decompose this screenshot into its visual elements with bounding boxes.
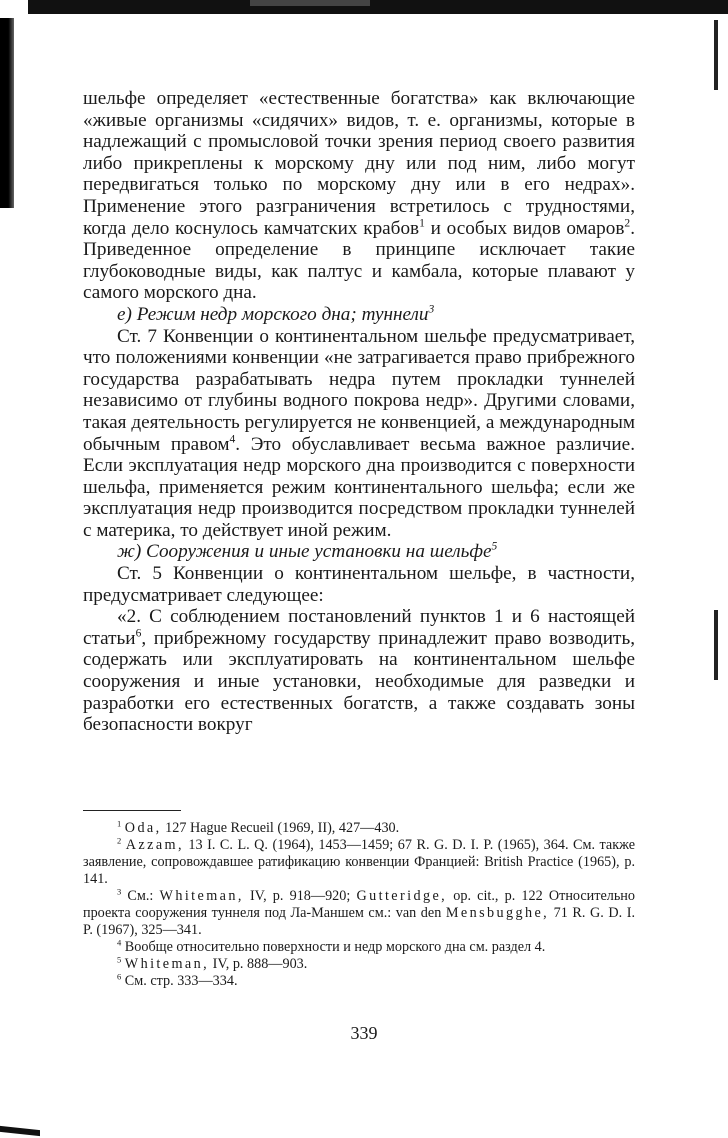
footnote: $^5$ Whiteman, IV, p. 888—903. [117,954,308,972]
footnote-divider [83,810,181,811]
scan-edge-top-shade [250,0,370,6]
footnote: $^4$ Вообще относительно поверхности и недр морского дна см. раздел 4. [117,937,546,955]
scan-edge-left [0,18,14,208]
section-heading: ж) Сооружения и иные установки на шельфе$^5$ [117,541,498,563]
footnote: $^2$ Azzam, 13 I. C. L. Q. (1964), 1453—1459; 67 R. G. D. I. P. (1965), 364. См. также заявление, сопровождавшее ратификацию конвенции Францией: British Practice (1965), p. 141. [83,835,636,887]
footnote: $^1$ Oda, 127 Hague Recueil (1969, II), 427—430. [117,818,400,836]
paragraph: шельфе определяет «естественные богатства» как включающие «живые организмы «сидячих» видов, т. е. организмы, которые в надлежащий с промысловой точки зрения период своего развития либо прикреплены к морскому дну или под ним, либо могут передвигаться только по морскому дну или в его недрах». Применение этого разграничения встретилось с трудностями, когда дело коснулось камчатских крабов$^1$ и особых видов омаров$^2$. Приведенное определение в принципе исключает такие глубоководные виды, как палтус и камбала, которые плавают у самого морского дна. [83,88,635,304]
footnote-ref: 1 [419,217,425,230]
footnote: $^3$ См.: Whiteman, IV, p. 918—920; Gutteridge, op. cit., p. 122 Относительно проекта сооружения туннеля под Ла-Маншем см.: van den Mensbugghe, 71 R. G. D. I. P. (1967), 325—341. [83,886,635,938]
footnote-ref: 2 [624,217,631,230]
main-text [83,88,635,736]
paragraph: Ст. 7 Конвенции о континентальном шельфе предусматривает, что положениями конвенции «не затрагивается право прибрежного государства разрабатывать недра путем прокладки туннелей независимо от глубины водного покрова недр». Другими словами, такая деятельность регулируется не конвенцией, а международным обычным правом$^4$. Это обуславливает весьма важное различие. Если эксплуатация недр морского дна производится с поверхности шельфа, применяется режим континентального шельфа; если же эксплуатация недр производится посредством прокладки туннелей с материка, то действует иной режим. [83,325,635,541]
scan-edge-top [28,0,728,14]
section-heading: е) Режим недр морского дна; туннели$^3$ [117,303,435,325]
footnote-ref: 6 [135,627,142,640]
scan-edge-right-mark [714,610,718,680]
scan-edge-right-mark [714,20,718,90]
paragraph: Ст. 5 Конвенции о континентальном шельфе, в частности, предусматривает следующее: [83,563,635,606]
footnote-ref: 3 [428,303,435,316]
footnote-ref: 5 [491,541,498,554]
scan-edge-bottom [0,1126,40,1136]
footnote: $^6$ См. стр. 333—334. [117,971,238,989]
footnote-ref: 4 [229,433,236,446]
footnotes [83,820,635,990]
quotation: «2. С соблюдением постановлений пунктов 1 и 6 настоящей статьи$^6$, прибрежному государству принадлежит право возводить, содержать или эксплуатировать на континентальном шельфе сооружения и иные установки, необходимые для разведки и разработки его естественных богатств, а также создавать зоны безопасности вокруг [83,606,635,736]
page-number: 339 [350,1023,378,1043]
